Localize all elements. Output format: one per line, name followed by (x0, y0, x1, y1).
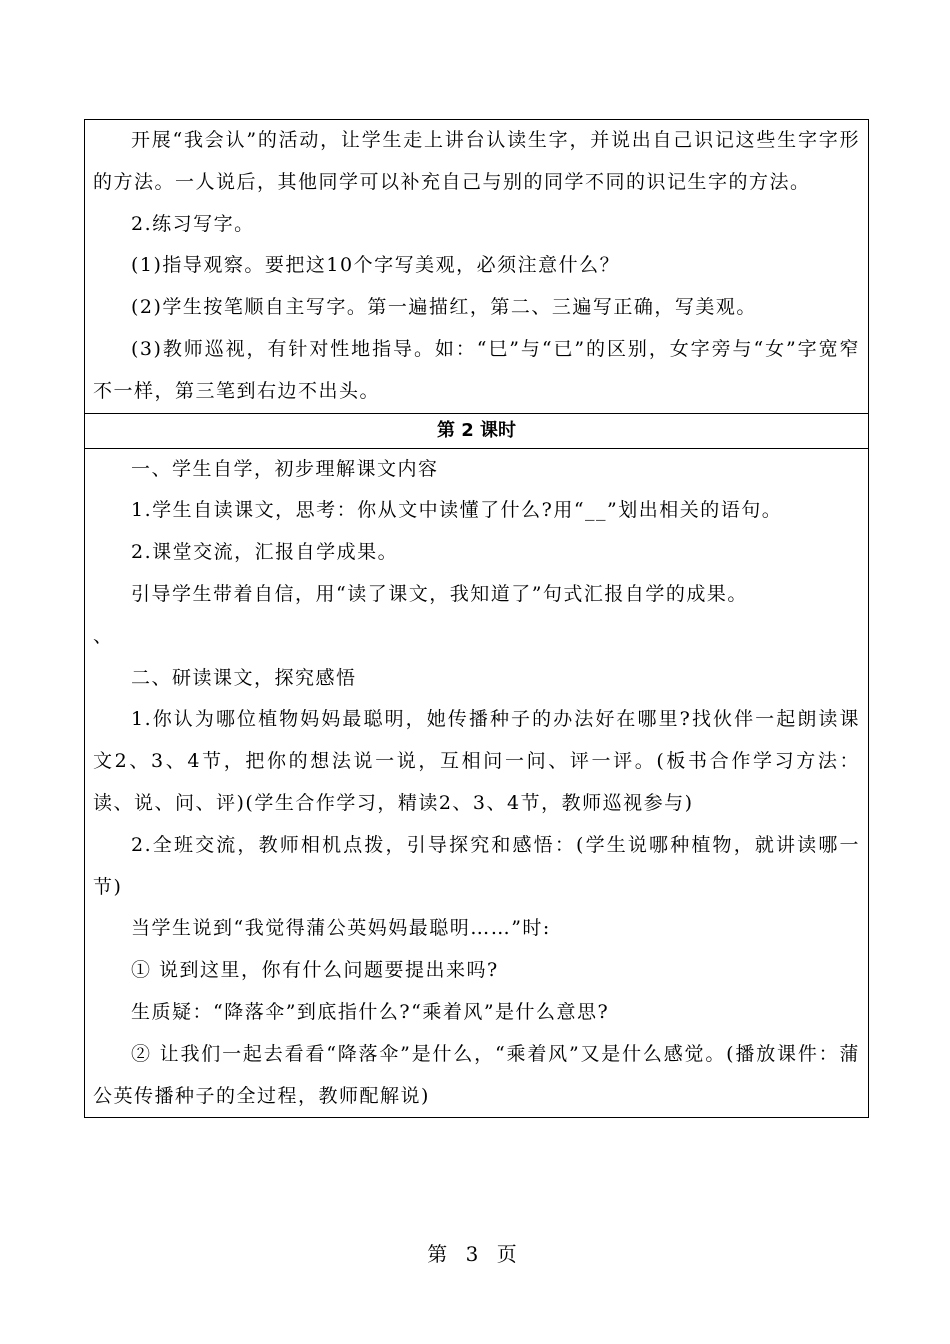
paragraph: 生质疑：“降落伞”到底指什么?“乘着风”是什么意思? (131, 1000, 610, 1023)
paragraph: 2.课堂交流，汇报自学成果。 (131, 541, 399, 564)
paragraph: 一、学生自学，初步理解课文内容 (131, 457, 439, 480)
paragraph: (1)指导观察。要把这10个字写美观，必须注意什么？ (131, 254, 621, 277)
section2-cell (85, 448, 869, 1118)
paragraph: (3)教师巡视，有针对性地指导。如：“巳”与“已”的区别，女字旁与“女”字宽窄不一样，第三笔到右边不出头。 (93, 337, 860, 402)
paragraph: ② 让我们一起去看看“降落伞”是什么，“乘着风”又是什么感觉。(播放课件：蒲公英传播种子的全过程，教师配解说) (93, 1042, 860, 1107)
paragraph: 二、研读课文，探究感悟 (131, 666, 357, 689)
paragraph: (2)学生按笔顺自主写字。第一遍描红，第二、三遍写正确，写美观。 (131, 296, 757, 319)
paragraph: 1.学生自读课文，思考：你从文中读懂了什么?用“__”划出相关的语句。 (131, 499, 783, 522)
lesson-period-header: 第 2 课时 (85, 413, 869, 448)
section2-row (85, 448, 869, 1118)
section1-row (85, 120, 869, 414)
section1-cell (85, 120, 869, 414)
paragraph: 当学生说到“我觉得蒲公英妈妈最聪明……”时: (131, 917, 551, 940)
paragraph: 引导学生带着自信，用“读了课文，我知道了”句式汇报自学的成果。 (131, 582, 748, 605)
paragraph: 2.全班交流，教师相机点拨，引导探究和感悟：(学生说哪种植物，就讲读哪一节) (93, 833, 860, 898)
paragraph: 1.你认为哪位植物妈妈最聪明，她传播种子的办法好在哪里?找伙伴一起朗读课文2、3、4节，把你的想法说一说，互相问一问、评一评。(板书合作学习方法：读、说、问、评)(学生合作学习，精读2、3、4节，教师巡视参与) (93, 708, 860, 814)
paragraph: ① 说到这里，你有什么问题要提出来吗? (131, 959, 499, 982)
section2-header-row (85, 413, 869, 448)
lesson-plan-table (84, 119, 869, 1118)
paragraph: 开展“我会认”的活动，让学生走上讲台认读生字，并说出自己识记这些生字字形的方法。一人说后，其他同学可以补充自己与别的同学不同的识记生字的方法。 (93, 129, 860, 193)
stray-mark: 、 (93, 624, 114, 647)
page-number: 第 3 页 (427, 1242, 523, 1266)
paragraph: 2.练习写字。 (131, 212, 255, 235)
